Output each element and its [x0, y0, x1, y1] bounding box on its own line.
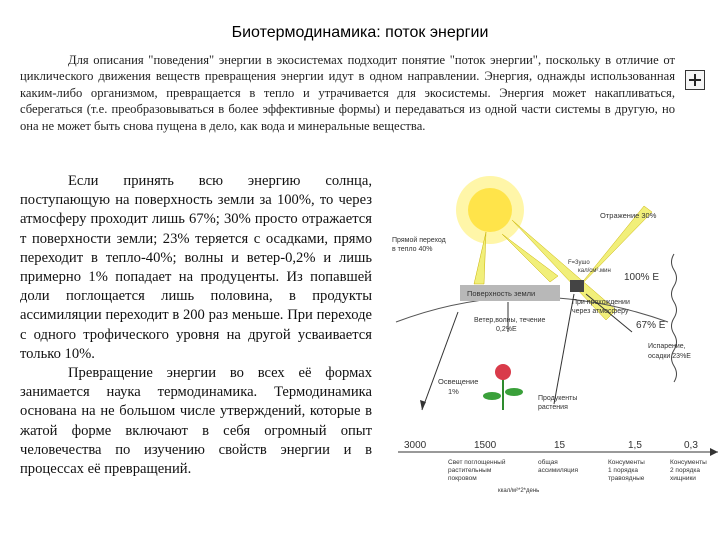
label-wind: Ветер,волны, течение 0,2%E	[474, 317, 546, 333]
label-evap: Испарение, осадки 23%E	[648, 343, 691, 360]
label-e67: 67% E	[636, 320, 666, 331]
energy-flow-diagram	[378, 172, 718, 502]
label-producers: Продукенты растения	[538, 395, 578, 411]
scale-axis-head	[710, 448, 718, 456]
bottom-label-consumers-1: Консументы 1 порядка травоядные	[608, 459, 645, 482]
intro-paragraph: Для описания "поведения" энергии в экосистемах подходит понятие "поток энергии", поскольку в отличие от циклического движения веществ превращения энергии идут в одном направлении. Энергия, однажды использованная каким-либо организмом, превращается в тепло и утрачивается для экосистемы. Энергия может накапливаться, сберегаться (т.е. преобразовываться в более эффективные формы) и передаваться из одной части системы в другую, но она не может быть снова пущена в дело, как вода и минеральные вещества.	[20, 53, 675, 133]
bottom-label-light-absorbed: Свет поглощенный растительным покровом	[448, 459, 506, 482]
label-light: Освещение 1%	[438, 377, 479, 396]
paragraph-thermodynamics: Превращение энергии во всех её формах занимается наука термодинамика. Термодинамика основана на не большом числе утверждений, которые в жатой форме включают в себя огромный опыт человечества по изучению свойств энергии и в процессах её превращений.	[20, 365, 372, 478]
label-surface: Поверхность земли	[467, 289, 536, 298]
sun-icon	[468, 188, 512, 232]
page-title: Биотермодинамика: поток энергии	[231, 24, 489, 41]
small-box-icon	[570, 280, 584, 292]
units-label: ккал/м²*2*день	[498, 488, 540, 494]
bottom-label-consumers-2: Консументы 2 порядка хищники	[670, 459, 707, 482]
paragraph-energy-budget: Если принять всю энергию солнца, поступающую на поверхность земли за 100%, то через атмосферу проходит лишь 67%; 30% просто отражается т поверхности земли; 23% теряется с осадками, прямо переходит в тепло-40%; волны и ветер-0,2% и лишь примерно 1% попадает на продуценты. Из попавшей доли поглощается лишь половина, в продукты ассимиляции переходит в 200 раз меньше. При переходе с одного трофического уровня на другой усваивается только 10%.	[20, 173, 372, 362]
label-reflection: Отражение 30%	[600, 211, 657, 220]
plant-leaf-right	[505, 388, 523, 396]
producer-arrow	[554, 294, 574, 404]
label-small: F=3ушо кал/см².мин	[568, 260, 611, 274]
bottom-label-assimilation: общая ассимиляция	[538, 459, 579, 474]
plant-leaf-left	[483, 392, 501, 400]
scale-label-0-3: 0,3	[684, 440, 698, 451]
scale-label-3000: 3000	[404, 440, 427, 451]
label-e100: 100% E	[624, 272, 660, 283]
label-direct-heat: Прямой переход в тепло 40%	[392, 237, 446, 253]
label-through-atm: При прохождении через атмосферу	[572, 299, 630, 315]
body-text	[20, 172, 372, 479]
scale-label-1-5: 1,5	[628, 440, 642, 451]
scale-label-1500: 1500	[474, 440, 497, 451]
expand-button[interactable]	[685, 70, 705, 90]
scale-label-15: 15	[554, 440, 566, 451]
plant-flower-icon	[495, 364, 511, 380]
evaporation-wave	[672, 254, 677, 382]
